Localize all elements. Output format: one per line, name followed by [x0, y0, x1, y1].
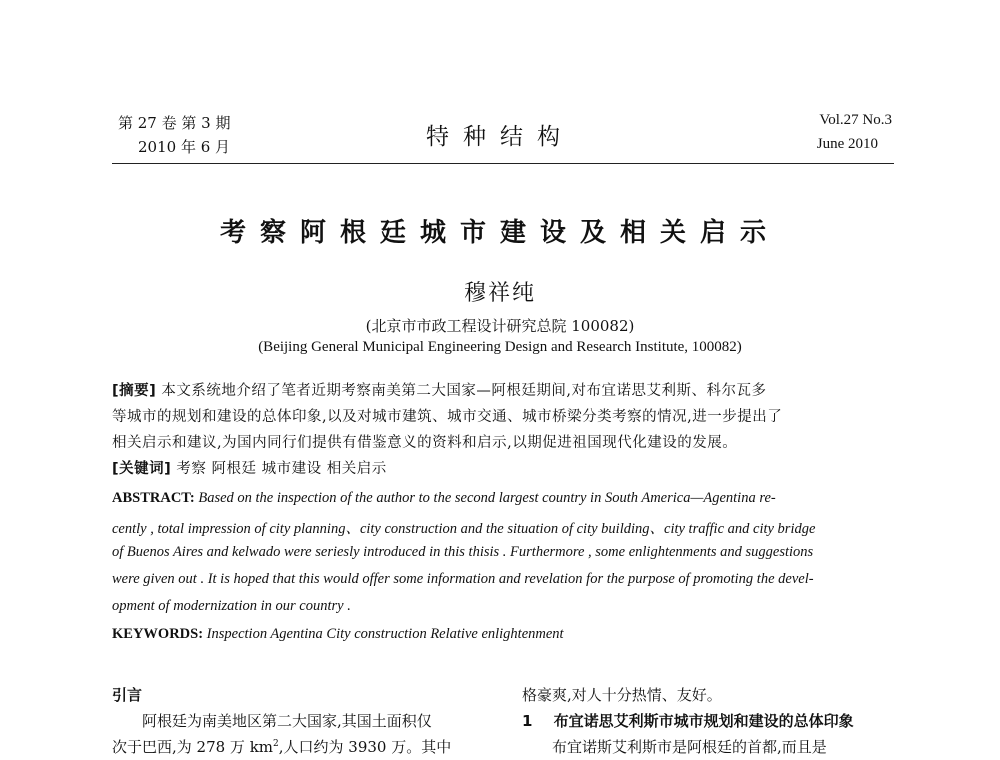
article-title: 考察阿根廷城市建设及相关启示	[219, 218, 780, 248]
body-left-line-2-prefix: 次于巴西,为 278 万 km	[112, 738, 274, 756]
abstract-en-text-5: opment of modernization in our country .	[112, 598, 351, 614]
abstract-en-text-3: of Buenos Aires and kelwado were seriesly introduced in this thisis . Furthermore , some enlightenments and suggestions	[112, 544, 814, 560]
keywords-en-label: KEYWORDS:	[112, 626, 204, 642]
keywords-en-text: Inspection Agentina City construction Relative enlightenment	[206, 626, 564, 642]
abstract-cn-line-2: 等城市的规划和建设的总体印象,以及对城市建筑、城市交通、城市桥梁分类考察的情况,进一步提出了	[112, 409, 783, 425]
keywords-cn-text: 考察 阿根廷 城市建设 相关启示	[176, 461, 387, 477]
abstract-en-line-2	[112, 517, 894, 538]
section-1-title: 布宜诺思艾利斯市城市规划和建设的总体印象	[553, 712, 854, 730]
date-cn: 2010 年 6 月	[138, 138, 231, 156]
abstract-cn-line-1	[112, 379, 892, 400]
abstract-en-text-4: were given out . It is hoped that this would offer some information and revelation for the purpose of promoting the devel-	[112, 571, 814, 587]
abstract-cn-line-3: 相关启示和建议,为国内同行们提供有借鉴意义的资料和启示,以期促进祖国现代化建设的发展。	[112, 435, 738, 451]
area-unit-superscript: 2	[273, 739, 279, 749]
body-left-line-2	[112, 736, 492, 757]
abstract-en-line-3	[112, 544, 894, 561]
affiliation-en: (Beijing General Municipal Engineering Design and Research Institute, 100082)	[258, 339, 742, 355]
abstract-en-line-5	[112, 598, 894, 615]
section-1-heading	[522, 710, 902, 731]
abstract-en-text: Based on the inspection of the author to the second largest country in South America—Agentina re-	[198, 490, 776, 506]
abstract-cn-text: 本文系统地介绍了笔者近期考察南美第二大国家—阿根廷期间,对布宜诺思艾利斯、科尔瓦多	[161, 383, 767, 399]
abstract-en-label: ABSTRACT:	[112, 490, 195, 506]
author: 穆祥纯	[463, 281, 536, 306]
volume-issue-en: Vol.27 No.3	[819, 112, 892, 128]
affiliation-cn: (北京市市政工程设计研究总院 100082)	[365, 317, 635, 335]
date-en: June 2010	[816, 136, 878, 152]
section-1-number: 1	[522, 712, 533, 730]
body-left-line-2-suffix: ,人口约为 3930 万。其中	[278, 738, 452, 756]
abstract-en-text-2: cently , total impression of city planning、city construction and the situation of city building、city traffic and city bridge	[112, 521, 816, 537]
body-right-line-3: 布宜诺斯艾利斯市是阿根廷的首都,而且是	[552, 738, 827, 756]
keywords-cn	[112, 457, 892, 478]
abstract-cn-label: [摘要]	[112, 383, 157, 399]
abstract-en-line-4	[112, 571, 894, 588]
body-right-line-1: 格豪爽,对人十分热情、友好。	[522, 686, 722, 704]
body-left-line-1: 阿根廷为南美地区第二大国家,其国土面积仅	[142, 712, 432, 730]
keywords-en	[112, 626, 894, 643]
keywords-cn-label: [关键词]	[112, 461, 172, 477]
journal-name: 特种结构	[426, 124, 574, 150]
section-intro-heading: 引言	[112, 686, 143, 704]
volume-issue-cn: 第 27 卷 第 3 期	[118, 114, 231, 132]
header-rule	[112, 163, 894, 164]
abstract-en-line-1	[112, 490, 894, 507]
